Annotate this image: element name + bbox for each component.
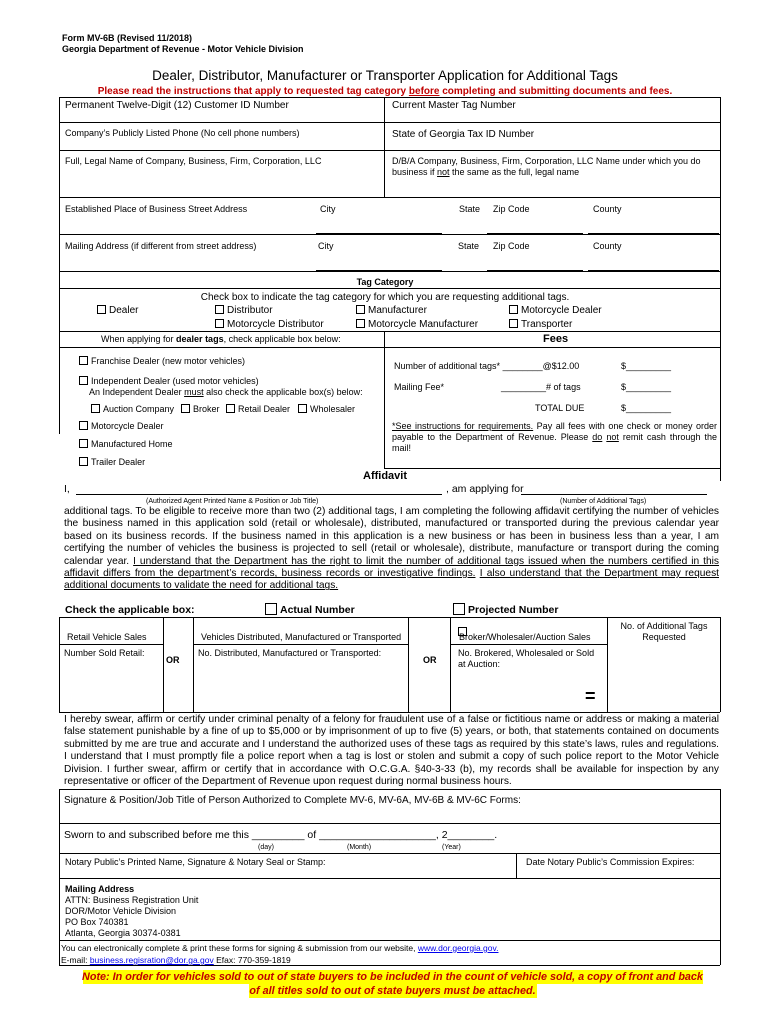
actual-number-option[interactable]: Actual Number bbox=[265, 603, 355, 617]
independent-note: An Independent Dealer must also check the applicable box(s) below: bbox=[89, 387, 363, 397]
county-label-2: County bbox=[593, 241, 622, 251]
broker-option[interactable]: Broker bbox=[181, 404, 220, 415]
number-caption: (Number of Additional Tags) bbox=[560, 498, 647, 505]
fees-note: *See instructions for requirements. Pay all fees with one check or money order payable to the Department of Revenue. Please do not remit cash through the mail! bbox=[392, 421, 717, 453]
auction-option[interactable]: Auction Company bbox=[91, 404, 174, 415]
motorcycle-manufacturer-checkbox[interactable] bbox=[356, 319, 365, 328]
dba-label-line2: business if not the same as the full, legal name bbox=[392, 167, 580, 177]
oath-text: I hereby swear, affirm or certify under criminal penalty of a felony for fraudulent use of a false or fictitious name or address or making a material false statement punishable by a fine of up to $5,000 or by imprisonment of up to five (5) years, or both, that statements contained on documents submitted by me are true and accurate and I understand the authorized uses of these tags as required by this state’s laws, rules and regulations. I understand that I must promptly file a police report when a tag is lost or stolen and submit a copy of such police report to the Motor Vehicle Division. I further swear, affirm or certify that in accordance with O.C.G.A. §40-3-33 (b), my records shall be available for inspection by any representative or officer of the Department of Revenue upon request during normal business hours. bbox=[64, 714, 719, 788]
manufactured-home-checkbox[interactable] bbox=[79, 439, 88, 448]
city-label: City bbox=[320, 204, 336, 214]
mailing-heading: Mailing Address bbox=[65, 884, 135, 894]
dealer-checkbox[interactable] bbox=[97, 305, 106, 314]
department-name: Georgia Department of Revenue - Motor Vehicle Division bbox=[62, 44, 304, 54]
franchise-option[interactable]: Franchise Dealer (new motor vehicles) bbox=[79, 356, 245, 367]
distributor-checkbox[interactable] bbox=[215, 305, 224, 314]
applying-for-label: , am applying for bbox=[446, 483, 524, 495]
state-label: State bbox=[459, 204, 481, 214]
notary-expires-label[interactable]: Date Notary Public’s Commission Expires: bbox=[526, 857, 695, 867]
footer-note-line-1: Note: In order for vehicles sold to out of state buyers to be included in the count of vehicle sold, a copy of front and back bbox=[82, 971, 703, 983]
mailing-fee-label: Mailing Fee* bbox=[394, 382, 445, 392]
mailing-line-2: DOR/Motor Vehicle Division bbox=[65, 906, 177, 916]
check-applicable-label: Check the applicable box: bbox=[65, 604, 195, 616]
tax-id-label: State of Georgia Tax ID Number bbox=[392, 129, 535, 140]
or-label-2: OR bbox=[423, 655, 437, 665]
motorcycle-dealer-checkbox[interactable] bbox=[509, 305, 518, 314]
zip-label-2: Zip Code bbox=[493, 241, 530, 251]
broker-sales-header: Broker/Wholesaler/Auction Sales bbox=[459, 632, 591, 642]
independent-option[interactable]: Independent Dealer (used motor vehicles) bbox=[79, 376, 259, 387]
no-additional-tags-header: No. of Additional Tags Requested bbox=[620, 621, 708, 642]
motorcycle-dealer-option[interactable]: Motorcycle Dealer bbox=[509, 305, 602, 317]
franchise-checkbox[interactable] bbox=[79, 356, 88, 365]
number-of-tags-line[interactable] bbox=[521, 494, 707, 495]
mailing-line-3: PO Box 740381 bbox=[65, 917, 129, 927]
website-link[interactable]: www.dor.georgia.gov. bbox=[417, 943, 499, 953]
electronic-note: You can electronically complete & print these forms for signing & submission from our website, www.dor.georgia.gov. bbox=[61, 943, 499, 953]
motorcycle-dealer-sub-option[interactable]: Motorcycle Dealer bbox=[79, 421, 164, 432]
auction-checkbox[interactable] bbox=[91, 404, 100, 413]
contact-line: E-mail: business.regisration@dor.ga.gov Efax: 770-359-1819 bbox=[61, 955, 291, 965]
tag-category-instruction: Check box to indicate the tag category for which you are requesting additional tags. bbox=[200, 292, 570, 303]
mailing-fee-amount[interactable]: $_________ bbox=[621, 382, 672, 392]
no-brokered-label[interactable]: No. Brokered, Wholesaled or Sold at Auction: bbox=[458, 648, 595, 669]
additional-tags-fee[interactable]: Number of additional tags* ________@$12.00 bbox=[394, 361, 580, 371]
county-label: County bbox=[593, 204, 622, 214]
vehicles-distributed-header: Vehicles Distributed, Manufactured or Transported bbox=[201, 632, 402, 642]
wholesaler-checkbox[interactable] bbox=[298, 404, 307, 413]
year-caption: (Year) bbox=[442, 844, 461, 851]
retail-sales-header: Retail Vehicle Sales bbox=[67, 632, 147, 642]
no-distributed-label[interactable]: No. Distributed, Manufactured or Transported: bbox=[198, 648, 382, 658]
projected-number-option[interactable]: Projected Number bbox=[453, 603, 558, 617]
dba-label-line1: D/B/A Company, Business, Firm, Corporation, LLC Name under which you do bbox=[392, 156, 701, 166]
wholesaler-option[interactable]: Wholesaler bbox=[298, 404, 355, 415]
transporter-option[interactable]: Transporter bbox=[509, 319, 572, 331]
footer-note-line-2: of all titles sold to out of state buyers must be attached. bbox=[249, 985, 536, 997]
distributor-option[interactable]: Distributor bbox=[215, 305, 273, 317]
instructions-note: Please read the instructions that apply to requested tag category before completing and submitting documents and fees. bbox=[97, 86, 673, 97]
affidavit-body: additional tags. To be eligible to receive more than two (2) additional tags, I am completing the following affidavit certifying the number of vehicles the business named in this application sold (retail or wholesale), distributed, manufactured or transported during the previous calendar year based on its business records. If the business named in this application is a new business or has been in business less than a year, I am certifying the number of vehicles the business is projected to sell (retail or wholesale), distribute, manufacture or transport during the coming calendar year. I understand that the Department has the right to limit the number of additional tags issued when the numbers certified in this affidavit differs from the department’s records, business records or investigative findings. I also understand that the Department may request additional documents to validate the need for additional tags. bbox=[64, 506, 719, 592]
zip-label: Zip Code bbox=[493, 204, 530, 214]
month-caption: (Month) bbox=[347, 844, 372, 851]
trailer-dealer-checkbox[interactable] bbox=[79, 457, 88, 466]
projected-number-checkbox[interactable] bbox=[453, 603, 465, 615]
equals-sign: = bbox=[585, 686, 596, 706]
agent-caption: (Authorized Agent Printed Name & Position or Job Title) bbox=[146, 498, 319, 505]
master-tag-label: Current Master Tag Number bbox=[392, 100, 516, 111]
actual-number-checkbox[interactable] bbox=[265, 603, 277, 615]
motorcycle-distributor-checkbox[interactable] bbox=[215, 319, 224, 328]
total-due-label: TOTAL DUE bbox=[535, 403, 585, 413]
email-link[interactable]: business.regisration@dor.ga.gov bbox=[89, 955, 214, 965]
notary-name-label[interactable]: Notary Public’s Printed Name, Signature & Notary Seal or Stamp: bbox=[65, 857, 326, 867]
mailing-address-label: Mailing Address (if different from street address) bbox=[65, 241, 257, 251]
additional-tags-amount[interactable]: $_________ bbox=[621, 361, 672, 371]
fees-heading: Fees bbox=[543, 333, 569, 345]
sworn-line[interactable]: Sworn to and subscribed before me this _________ of ____________________, 2________. bbox=[64, 829, 498, 841]
mailing-line-1: ATTN: Business Registration Unit bbox=[65, 895, 199, 905]
dealer-option[interactable]: Dealer bbox=[97, 305, 138, 317]
retail-checkbox[interactable] bbox=[226, 404, 235, 413]
state-label-2: State bbox=[458, 241, 480, 251]
mailing-fee-tags[interactable]: _________# of tags bbox=[501, 382, 581, 392]
dealer-note: When applying for dealer tags, check applicable box below: bbox=[101, 334, 341, 344]
affidavit-heading: Affidavit bbox=[363, 470, 407, 482]
agent-name-line[interactable] bbox=[76, 494, 442, 495]
street-label: Established Place of Business Street Address bbox=[65, 204, 248, 214]
affidavit-i-label: I, bbox=[64, 483, 70, 495]
phone-label: Company’s Publicly Listed Phone (No cell phone numbers) bbox=[65, 128, 300, 138]
broker-checkbox[interactable] bbox=[181, 404, 190, 413]
independent-checkbox[interactable] bbox=[79, 376, 88, 385]
number-sold-label[interactable]: Number Sold Retail: bbox=[64, 648, 145, 658]
customer-id-label: Permanent Twelve-Digit (12) Customer ID Number bbox=[65, 100, 289, 111]
manufacturer-option[interactable]: Manufacturer bbox=[356, 305, 427, 317]
day-caption: (day) bbox=[258, 844, 274, 851]
signature-label[interactable]: Signature & Position/Job Title of Person Authorized to Complete MV-6, MV-6A, MV-6B & MV-6C Forms: bbox=[64, 795, 521, 806]
transporter-checkbox[interactable] bbox=[509, 319, 518, 328]
retail-option[interactable]: Retail Dealer bbox=[226, 404, 290, 415]
form-id: Form MV-6B (Revised 11/2018) bbox=[62, 33, 193, 43]
tag-category-heading: Tag Category bbox=[356, 277, 414, 287]
city-label-2: City bbox=[318, 241, 334, 251]
manufactured-home-option[interactable]: Manufactured Home bbox=[79, 439, 173, 450]
or-label-1: OR bbox=[166, 655, 180, 665]
form-title: Dealer, Distributor, Manufacturer or Transporter Application for Additional Tags bbox=[152, 68, 618, 83]
motorcycle-dealer-sub-checkbox[interactable] bbox=[79, 421, 88, 430]
manufacturer-checkbox[interactable] bbox=[356, 305, 365, 314]
trailer-dealer-option[interactable]: Trailer Dealer bbox=[79, 457, 145, 468]
motorcycle-distributor-option[interactable]: Motorcycle Distributor bbox=[215, 319, 324, 331]
motorcycle-manufacturer-option[interactable]: Motorcycle Manufacturer bbox=[356, 319, 478, 331]
total-due-amount[interactable]: $_________ bbox=[621, 403, 672, 413]
mailing-line-4: Atlanta, Georgia 30374-0381 bbox=[65, 928, 181, 938]
legal-name-label: Full, Legal Name of Company, Business, Firm, Corporation, LLC bbox=[65, 156, 322, 166]
